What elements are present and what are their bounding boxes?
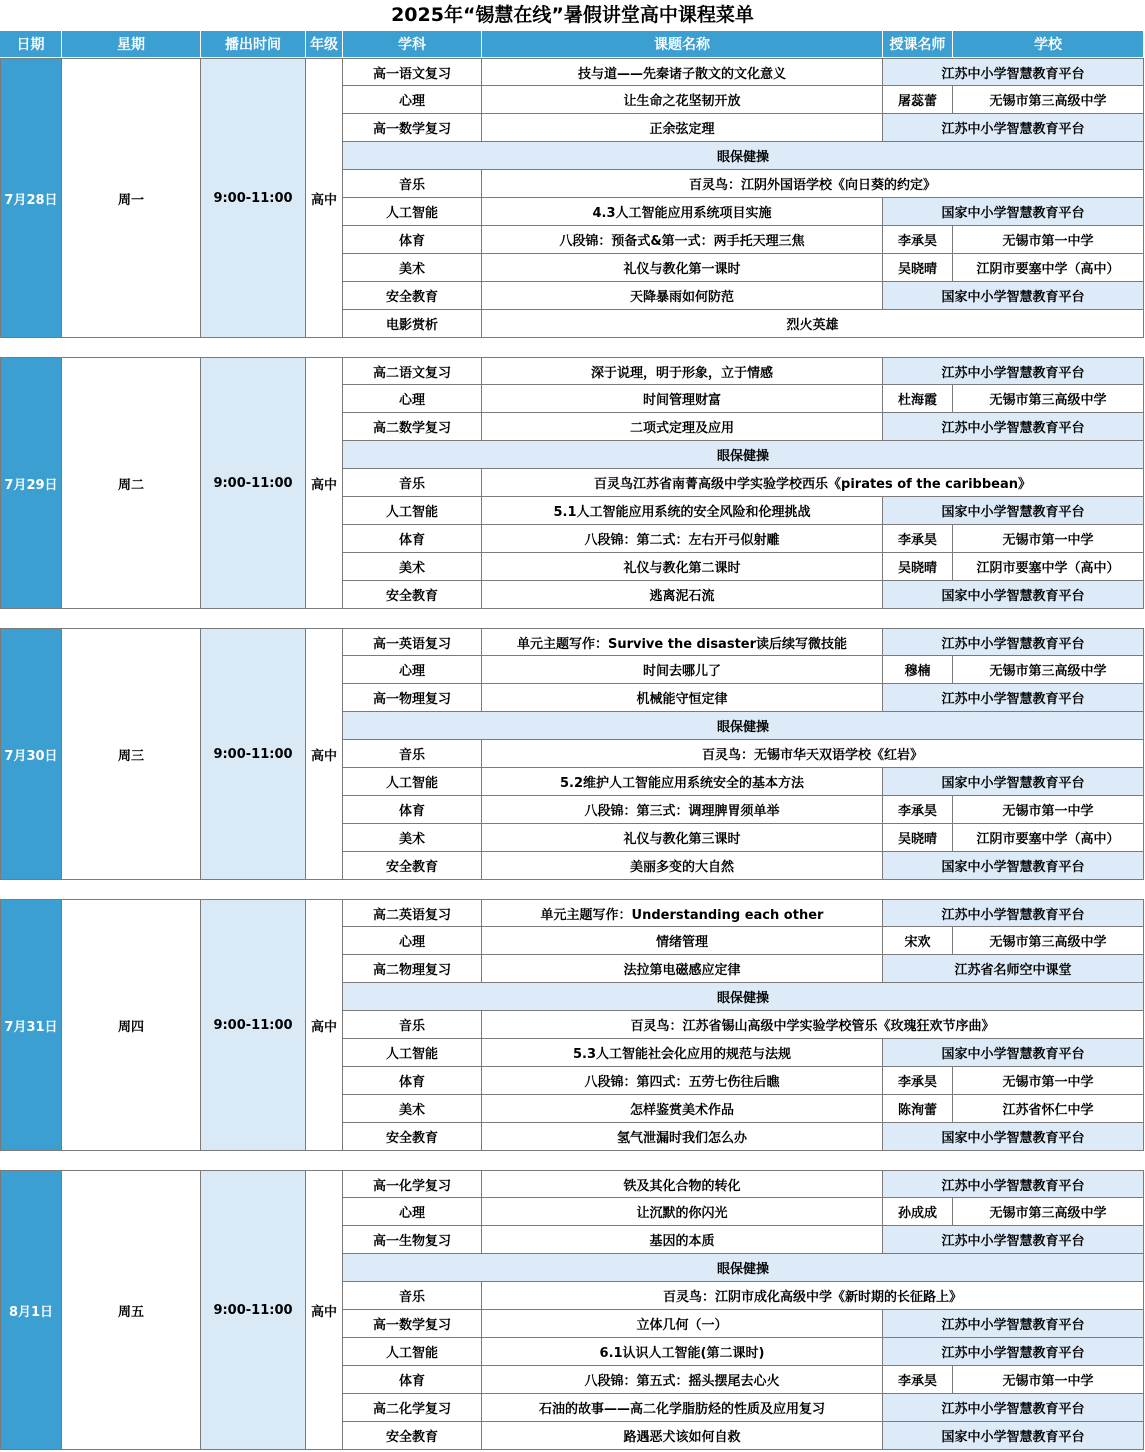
course-cell: 二项式定理及应用 [482,413,883,441]
course-cell: 深于说理，明于形象，立于情感 [482,357,883,385]
course-cell: 时间管理财富 [482,385,883,413]
time-cell: 9:00-11:00 [201,357,306,609]
school-cell: 无锡市第三高级中学 [953,385,1144,413]
eye-exercise-banner: 眼保健操 [343,441,1144,469]
platform-cell: 江苏省名师空中课堂 [883,955,1144,983]
course-cell: 八段锦：第四式：五劳七伤往后瞧 [482,1067,883,1095]
subject-cell: 高二数学复习 [343,413,482,441]
course-cell: 怎样鉴赏美术作品 [482,1095,883,1123]
course-cell: 4.3人工智能应用系统项目实施 [482,198,883,226]
teacher-cell: 李承昊 [883,1366,953,1394]
course-cell: 时间去哪儿了 [482,656,883,684]
weekday-cell: 周三 [62,628,201,880]
course-cell: 八段锦：第二式：左右开弓似射雕 [482,525,883,553]
subject-cell: 人工智能 [343,1039,482,1067]
teacher-cell: 陈洵蕾 [883,1095,953,1123]
platform-cell: 国家中小学智慧教育平台 [883,198,1144,226]
date-cell: 7月30日 [0,628,62,880]
subject-cell: 高一英语复习 [343,628,482,656]
platform-cell: 国家中小学智慧教育平台 [883,1039,1144,1067]
school-cell: 江阴市要塞中学（高中） [953,553,1144,581]
grade-cell: 高中 [306,58,343,338]
subject-cell: 高一化学复习 [343,1170,482,1198]
course-cell: 5.1人工智能应用系统的安全风险和伦理挑战 [482,497,883,525]
weekday-cell: 周二 [62,357,201,609]
subject-cell: 高一生物复习 [343,1226,482,1254]
course-cell: 百灵鸟：江阴外国语学校《向日葵的约定》 [482,170,1144,198]
course-cell: 逃离泥石流 [482,581,883,609]
subject-cell: 人工智能 [343,1338,482,1366]
subject-cell: 高二物理复习 [343,955,482,983]
teacher-cell: 李承昊 [883,796,953,824]
subject-cell: 高一数学复习 [343,114,482,142]
subject-cell: 音乐 [343,170,482,198]
subject-cell: 心理 [343,86,482,114]
platform-cell: 江苏中小学智慧教育平台 [883,1338,1144,1366]
course-cell: 情绪管理 [482,927,883,955]
school-cell: 无锡市第三高级中学 [953,656,1144,684]
school-cell: 无锡市第一中学 [953,525,1144,553]
page-title: 2025年“锡慧在线”暑假讲堂高中课程菜单 [391,4,754,26]
teacher-cell: 李承昊 [883,226,953,254]
school-cell: 无锡市第一中学 [953,796,1144,824]
subject-cell: 电影赏析 [343,310,482,338]
subject-cell: 音乐 [343,740,482,768]
movie-cell: 烈火英雄 [482,310,1144,338]
teacher-cell: 穆楠 [883,656,953,684]
subject-cell: 音乐 [343,1282,482,1310]
course-cell: 百灵鸟：江阴市成化高级中学《新时期的长征路上》 [482,1282,1144,1310]
date-cell: 8月1日 [0,1170,62,1450]
grade-cell: 高中 [306,357,343,609]
course-cell: 礼仪与教化第一课时 [482,254,883,282]
platform-cell: 江苏中小学智慧教育平台 [883,357,1144,385]
course-cell: 单元主题写作：Survive the disaster读后续写微技能 [482,628,883,656]
header-course: 课题名称 [482,31,883,58]
course-cell: 百灵鸟江苏省南菁高级中学实验学校西乐《pirates of the caribbean》 [482,469,1144,497]
platform-cell: 国家中小学智慧教育平台 [883,768,1144,796]
course-cell: 路遇恶犬该如何自救 [482,1422,883,1450]
weekday-cell: 周五 [62,1170,201,1450]
subject-cell: 音乐 [343,1011,482,1039]
header-date: 日期 [0,31,62,58]
time-cell: 9:00-11:00 [201,899,306,1151]
school-cell: 江苏省怀仁中学 [953,1095,1144,1123]
eye-exercise-banner: 眼保健操 [343,712,1144,740]
header-teacher: 授课名师 [883,31,953,58]
subject-cell: 人工智能 [343,198,482,226]
course-cell: 正余弦定理 [482,114,883,142]
teacher-cell: 李承昊 [883,525,953,553]
teacher-cell: 吴晓晴 [883,254,953,282]
subject-cell: 安全教育 [343,282,482,310]
platform-cell: 江苏中小学智慧教育平台 [883,1394,1144,1422]
header-time: 播出时间 [201,31,306,58]
school-cell: 无锡市第一中学 [953,1366,1144,1394]
course-cell: 5.2维护人工智能应用系统安全的基本方法 [482,768,883,796]
course-cell: 让沉默的你闪光 [482,1198,883,1226]
subject-cell: 高二语文复习 [343,357,482,385]
eye-exercise-banner: 眼保健操 [343,142,1144,170]
subject-cell: 高一数学复习 [343,1310,482,1338]
subject-cell: 高一语文复习 [343,58,482,86]
subject-cell: 美术 [343,824,482,852]
subject-cell: 安全教育 [343,1123,482,1151]
grade-cell: 高中 [306,1170,343,1450]
platform-cell: 江苏中小学智慧教育平台 [883,684,1144,712]
time-cell: 9:00-11:00 [201,628,306,880]
course-cell: 基因的本质 [482,1226,883,1254]
date-cell: 7月29日 [0,357,62,609]
subject-cell: 高二化学复习 [343,1394,482,1422]
teacher-cell: 李承昊 [883,1067,953,1095]
subject-cell: 体育 [343,1067,482,1095]
school-cell: 江阴市要塞中学（高中） [953,824,1144,852]
subject-cell: 心理 [343,656,482,684]
platform-cell: 国家中小学智慧教育平台 [883,497,1144,525]
teacher-cell: 孙成成 [883,1198,953,1226]
platform-cell: 江苏中小学智慧教育平台 [883,899,1144,927]
course-cell: 美丽多变的大自然 [482,852,883,880]
subject-cell: 美术 [343,254,482,282]
platform-cell: 国家中小学智慧教育平台 [883,1123,1144,1151]
course-cell: 八段锦：第三式：调理脾胃须单举 [482,796,883,824]
date-cell: 7月31日 [0,899,62,1151]
course-cell: 单元主题写作：Understanding each other [482,899,883,927]
date-cell: 7月28日 [0,58,62,338]
header-weekday: 星期 [62,31,201,58]
subject-cell: 体育 [343,1366,482,1394]
subject-cell: 心理 [343,385,482,413]
subject-cell: 体育 [343,796,482,824]
subject-cell: 美术 [343,553,482,581]
course-cell: 铁及其化合物的转化 [482,1170,883,1198]
school-cell: 无锡市第三高级中学 [953,86,1144,114]
time-cell: 9:00-11:00 [201,1170,306,1450]
subject-cell: 心理 [343,927,482,955]
subject-cell: 音乐 [343,469,482,497]
course-cell: 让生命之花坚韧开放 [482,86,883,114]
course-cell: 礼仪与教化第二课时 [482,553,883,581]
platform-cell: 国家中小学智慧教育平台 [883,852,1144,880]
header-subject: 学科 [343,31,482,58]
weekday-cell: 周一 [62,58,201,338]
platform-cell: 国家中小学智慧教育平台 [883,1422,1144,1450]
school-cell: 无锡市第一中学 [953,226,1144,254]
subject-cell: 安全教育 [343,852,482,880]
course-cell: 氢气泄漏时我们怎么办 [482,1123,883,1151]
platform-cell: 江苏中小学智慧教育平台 [883,1170,1144,1198]
platform-cell: 国家中小学智慧教育平台 [883,581,1144,609]
eye-exercise-banner: 眼保健操 [343,983,1144,1011]
platform-cell: 江苏中小学智慧教育平台 [883,1310,1144,1338]
course-cell: 6.1认识人工智能(第二课时) [482,1338,883,1366]
grade-cell: 高中 [306,899,343,1151]
course-cell: 礼仪与教化第三课时 [482,824,883,852]
course-cell: 石油的故事——高二化学脂肪烃的性质及应用复习 [482,1394,883,1422]
platform-cell: 江苏中小学智慧教育平台 [883,114,1144,142]
header-school: 学校 [953,31,1144,58]
time-cell: 9:00-11:00 [201,58,306,338]
subject-cell: 安全教育 [343,1422,482,1450]
subject-cell: 高一物理复习 [343,684,482,712]
subject-cell: 体育 [343,525,482,553]
eye-exercise-banner: 眼保健操 [343,1254,1144,1282]
course-cell: 机械能守恒定律 [482,684,883,712]
platform-cell: 国家中小学智慧教育平台 [883,282,1144,310]
course-cell: 立体几何（一） [482,1310,883,1338]
course-cell: 八段锦：第五式：摇头摆尾去心火 [482,1366,883,1394]
course-cell: 天降暴雨如何防范 [482,282,883,310]
subject-cell: 高二英语复习 [343,899,482,927]
weekday-cell: 周四 [62,899,201,1151]
course-cell: 百灵鸟：江苏省锡山高级中学实验学校管乐《玫瑰狂欢节序曲》 [482,1011,1144,1039]
platform-cell: 江苏中小学智慧教育平台 [883,413,1144,441]
teacher-cell: 屠蕊蕾 [883,86,953,114]
teacher-cell: 吴晓晴 [883,824,953,852]
school-cell: 无锡市第一中学 [953,1067,1144,1095]
subject-cell: 安全教育 [343,581,482,609]
subject-cell: 体育 [343,226,482,254]
course-cell: 八段锦：预备式&第一式：两手托天理三焦 [482,226,883,254]
subject-cell: 心理 [343,1198,482,1226]
course-cell: 5.3人工智能社会化应用的规范与法规 [482,1039,883,1067]
platform-cell: 江苏中小学智慧教育平台 [883,628,1144,656]
school-cell: 无锡市第三高级中学 [953,927,1144,955]
teacher-cell: 宋欢 [883,927,953,955]
teacher-cell: 杜海霞 [883,385,953,413]
subject-cell: 人工智能 [343,768,482,796]
subject-cell: 人工智能 [343,497,482,525]
school-cell: 江阴市要塞中学（高中） [953,254,1144,282]
school-cell: 无锡市第三高级中学 [953,1198,1144,1226]
course-cell: 百灵鸟：无锡市华天双语学校《红岩》 [482,740,1144,768]
grade-cell: 高中 [306,628,343,880]
platform-cell: 江苏中小学智慧教育平台 [883,1226,1144,1254]
platform-cell: 江苏中小学智慧教育平台 [883,58,1144,86]
teacher-cell: 吴晓晴 [883,553,953,581]
course-cell: 法拉第电磁感应定律 [482,955,883,983]
header-grade: 年级 [306,31,343,58]
subject-cell: 美术 [343,1095,482,1123]
course-cell: 技与道——先秦诸子散文的文化意义 [482,58,883,86]
